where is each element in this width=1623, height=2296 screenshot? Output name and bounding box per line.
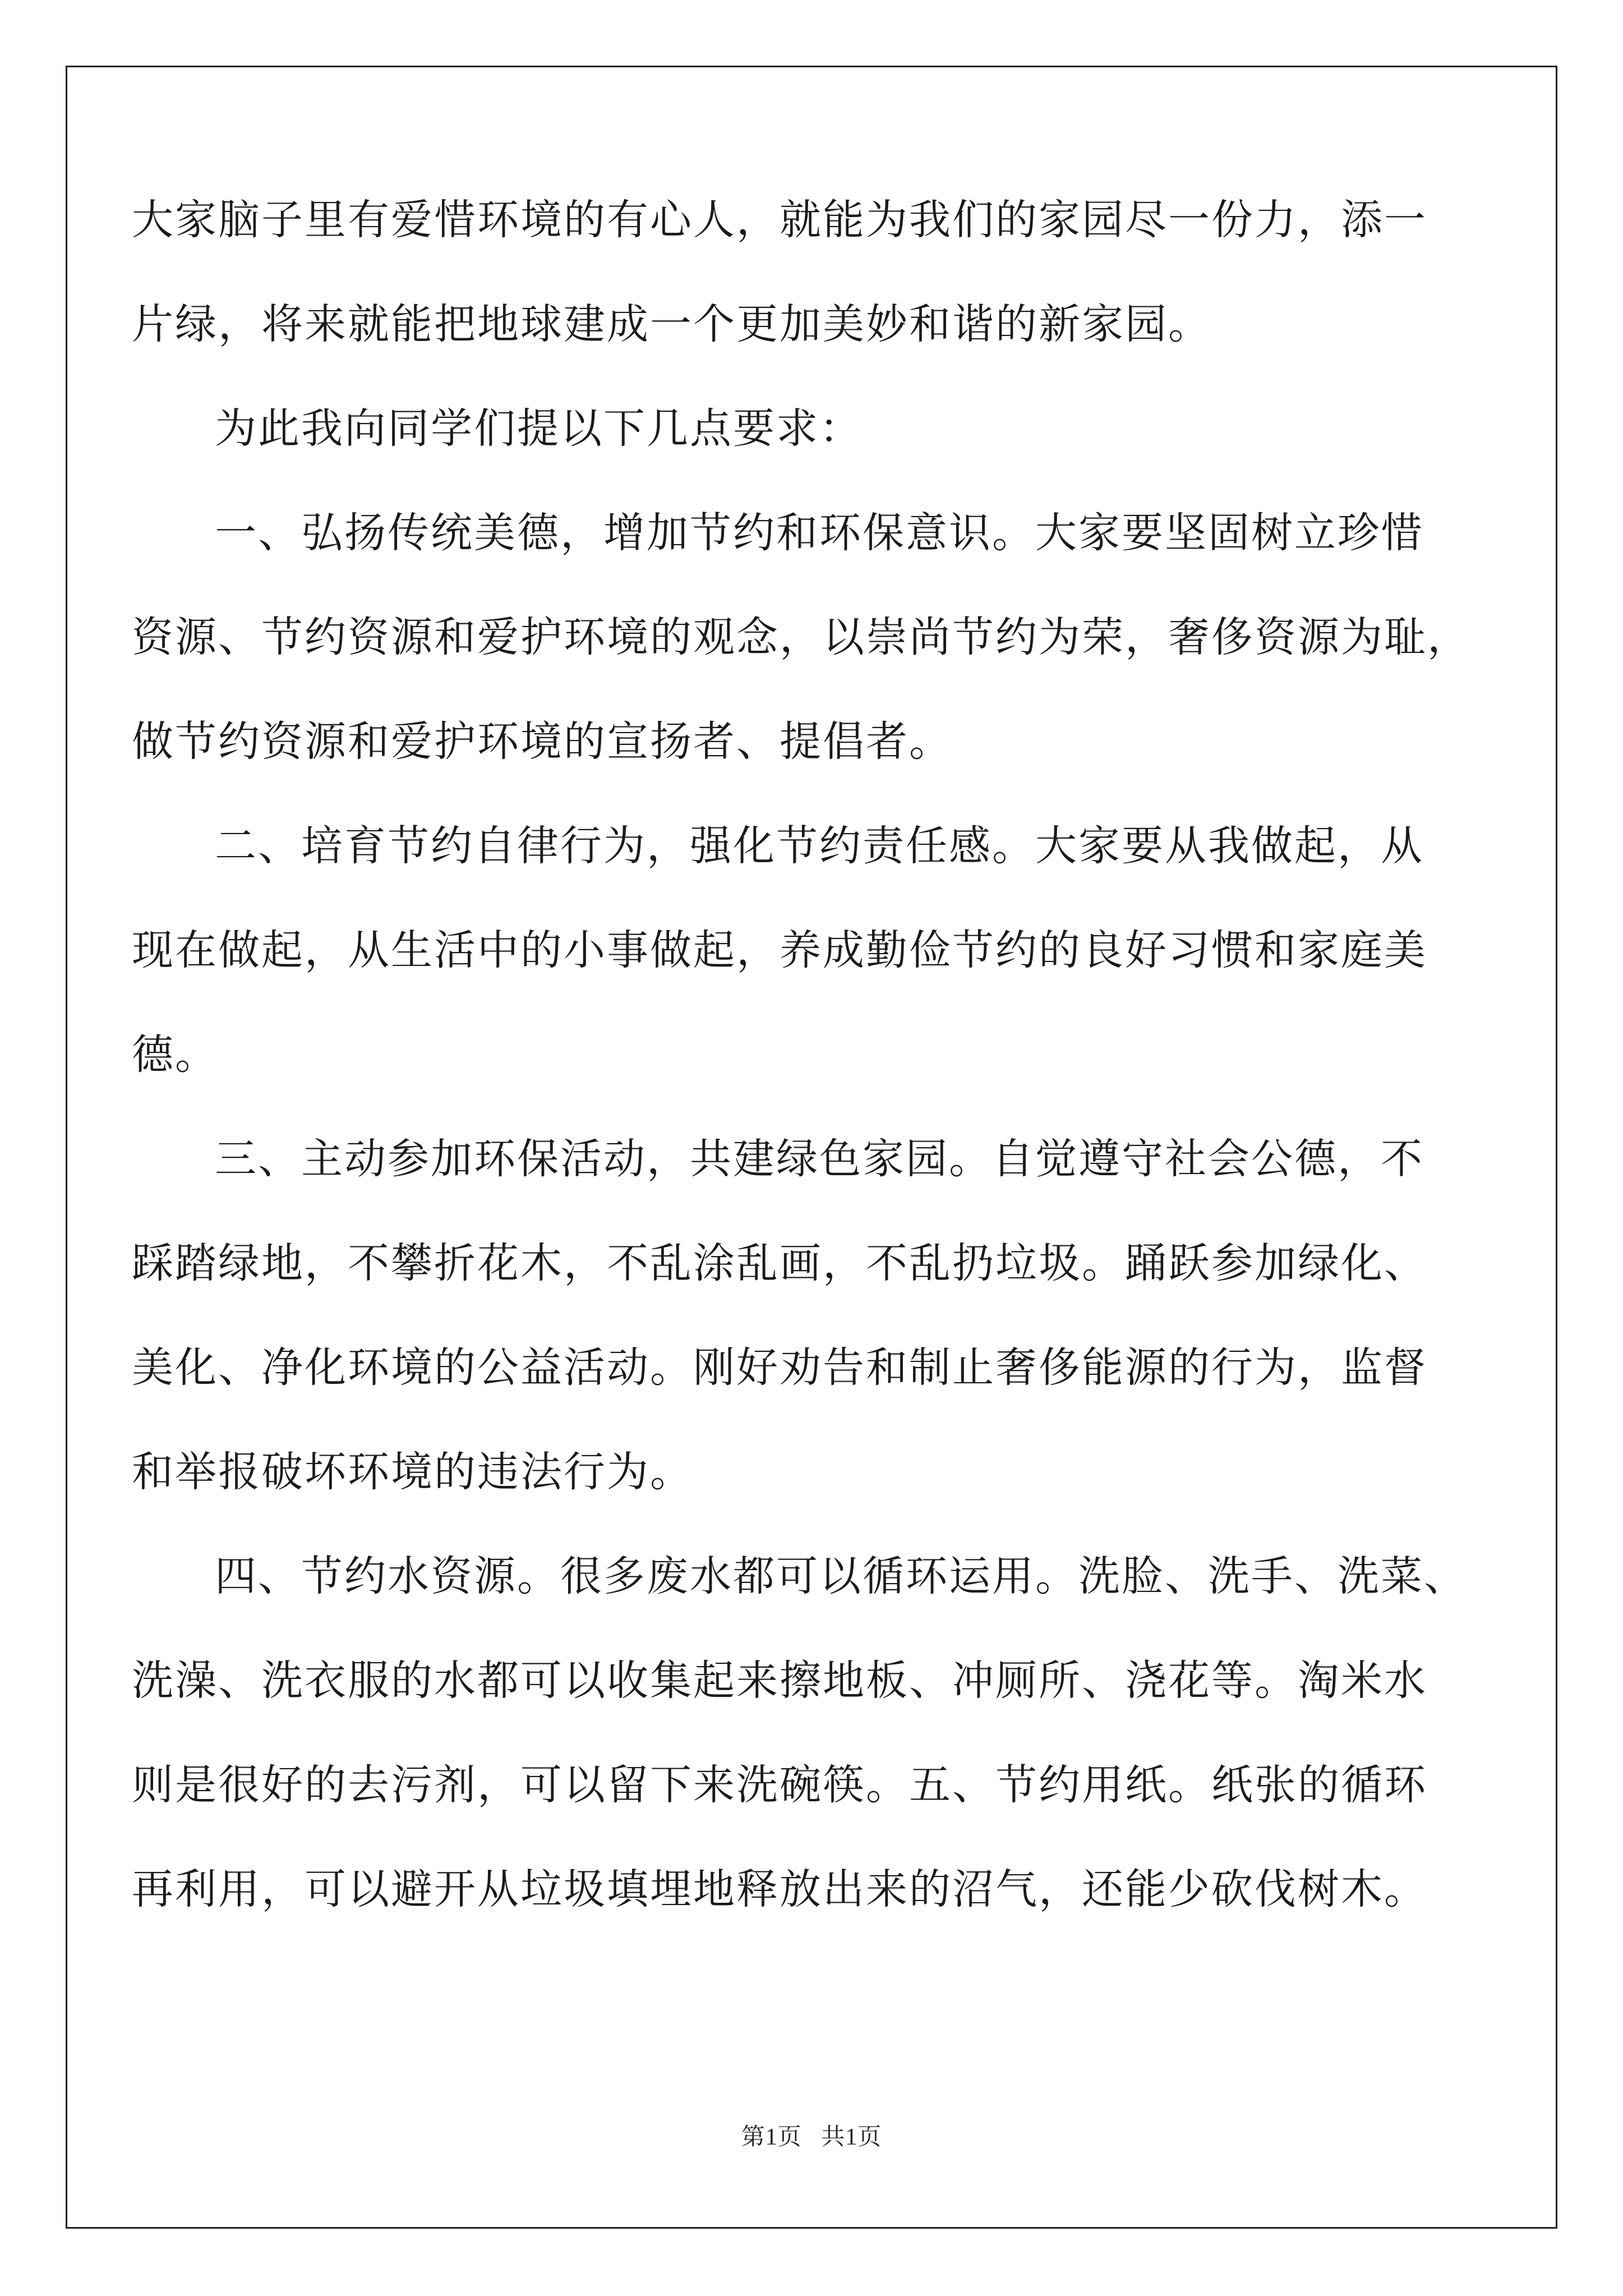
text-line: 和举报破坏环境的违法行为。 [132,1448,693,1496]
text-line: 四、节约水资源。很多废水都可以循环运用。洗脸、洗手、洗菜、 [215,1552,1467,1600]
text-line: 片绿，将来就能把地球建成一个更加美妙和谐的新家园。 [132,300,1211,348]
text-line: 美化、净化环境的公益活动。刚好劝告和制止奢侈能源的行为，监督 [132,1343,1427,1392]
text-line: 大家脑子里有爱惜环境的有心人，就能为我们的家园尽一份力，添一 [132,196,1427,244]
text-line: 二、培育节约自律行为，强化节约责任感。大家要从我做起，从 [215,822,1424,870]
text-line: 则是很好的去污剂，可以留下来洗碗筷。五、节约用纸。纸张的循环 [132,1761,1427,1809]
text-line: 现在做起，从生活中的小事做起，养成勤俭节约的良好习惯和家庭美 [132,926,1427,974]
text-line: 再利用，可以避开从垃圾填埋地释放出来的沼气，还能少砍伐树木。 [132,1865,1427,1913]
text-line: 一、弘扬传统美德，增加节约和环保意识。大家要坚固树立珍惜 [215,509,1424,557]
page-number-footer: 第1页 共1页 [741,2124,882,2150]
text-line: 为此我向同学们提以下几点要求： [215,404,863,453]
text-line: 资源、节约资源和爱护环境的观念，以崇尚节约为荣，奢侈资源为耻， [132,613,1470,661]
text-line: 踩踏绿地，不攀折花木，不乱涂乱画，不乱扔垃圾。踊跃参加绿化、 [132,1239,1427,1287]
text-line: 做节约资源和爱护环境的宣扬者、提倡者。 [132,717,952,766]
text-line: 洗澡、洗衣服的水都可以收集起来擦地板、冲厕所、浇花等。淘米水 [132,1657,1427,1705]
text-line: 三、主动参加环保活动，共建绿色家园。自觉遵守社会公德，不 [215,1135,1424,1183]
text-line: 德。 [132,1030,218,1079]
